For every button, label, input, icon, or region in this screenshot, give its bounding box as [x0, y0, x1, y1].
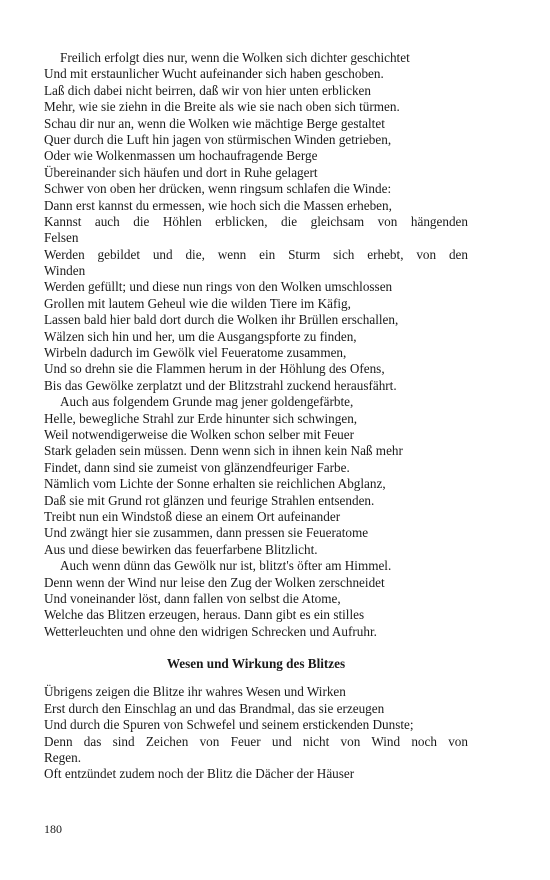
text-line: Mehr, wie sie ziehn in die Breite als wie sie nach oben sich türmen. [44, 99, 400, 115]
text-line: Und mit erstaunlicher Wucht aufeinander sich haben geschoben. [44, 66, 384, 82]
text-line: Regen. [44, 750, 81, 766]
text-line: Übereinander sich häufen und dort in Ruhe gelagert [44, 164, 318, 180]
text-line: Stark geladen sein müssen. Denn wenn sich in ihnen kein Naß mehr [44, 443, 403, 459]
text-line: Erst durch den Einschlag an und das Brandmal, das sie erzeugen [44, 700, 385, 716]
text-line: Winden [44, 263, 86, 279]
text-line: Denn das sind Zeichen von Feuer und nicht von Wind noch von [44, 733, 468, 749]
section-heading: Wesen und Wirkung des Blitzes [166, 656, 346, 672]
text-line: Schwer von oben her drücken, wenn ringsum schlafen die Winde: [44, 181, 392, 197]
text-line: Laß dich dabei nicht beirren, daß wir von hier unten erblicken [44, 82, 372, 98]
text-line: Oder wie Wolkenmassen um hochaufragende Berge [44, 148, 318, 164]
text-line: Und voneinander löst, dann fallen von selbst die Atome, [44, 590, 341, 606]
text-line: Aus und diese bewirken das feuerfarbene Blitzlicht. [44, 541, 318, 557]
text-line: Bis das Gewölke zerplatzt und der Blitzstrahl zuckend herausfährt. [44, 377, 397, 393]
text-line: Und zwängt hier sie zusammen, dann pressen sie Feueratome [44, 525, 369, 541]
text-line: Dann erst kannst du ermessen, wie hoch sich die Massen erheben, [44, 197, 392, 213]
text-line: Quer durch die Luft hin jagen von stürmischen Winden getrieben, [44, 131, 392, 147]
text-line: Lassen bald hier bald dort durch die Wolken ihr Brüllen erschallen, [44, 312, 399, 328]
text-line: Wälzen sich hin und her, um die Ausgangspforte zu finden, [44, 328, 357, 344]
poem-section-1 [44, 50, 468, 640]
text-line: Daß sie mit Grund rot glänzen und feurige Strahlen entsenden. [44, 492, 375, 508]
text-line: Nämlich vom Lichte der Sonne erhalten sie reichlichen Abglanz, [44, 476, 386, 492]
page-number: 180 [44, 822, 62, 836]
text-line: Kannst auch die Höhlen erblicken, die gleichsam von hängenden [44, 213, 468, 229]
text-line: Oft entzündet zudem noch der Blitz die Dächer der Häuser [44, 766, 355, 782]
page-body [44, 50, 468, 783]
text-line: Helle, bewegliche Strahl zur Erde hinunter sich schwingen, [44, 410, 358, 426]
text-line: Grollen mit lautem Geheul wie die wilden Tiere im Käfig, [44, 295, 351, 311]
text-line: Freilich erfolgt dies nur, wenn die Wolken sich dichter geschichtet [60, 50, 410, 65]
text-line: Wirbeln dadurch im Gewölk viel Feueratome zusammen, [44, 345, 347, 361]
text-line: Welche das Blitzen erzeugen, heraus. Dann gibt es ein stilles [44, 607, 365, 623]
text-line: Denn wenn der Wind nur leise den Zug der Wolken zerschneidet [44, 574, 385, 590]
text-line: Weil notwendigerweise die Wolken schon selber mit Feuer [44, 426, 355, 442]
text-line: Auch aus folgendem Grunde mag jener goldengefärbte, [60, 394, 354, 410]
text-line: Wetterleuchten und ohne den widrigen Schrecken und Aufruhr. [44, 623, 377, 639]
text-line: Schau dir nur an, wenn die Wolken wie mächtige Berge gestaltet [44, 115, 385, 131]
text-line: Auch wenn dünn das Gewölk nur ist, blitzt's öfter am Himmel. [60, 558, 392, 574]
text-line: Findet, dann sind sie zumeist von glänzendfeuriger Farbe. [44, 459, 350, 475]
text-line: Felsen [44, 230, 79, 246]
text-line: Treibt nun ein Windstoß diese an einem Ort aufeinander [44, 508, 341, 524]
text-line: Und durch die Spuren von Schwefel und seinem erstickenden Dunste; [44, 717, 414, 733]
text-line: Werden gefüllt; und diese nun rings von den Wolken umschlossen [44, 279, 393, 295]
poem-section-2 [44, 684, 468, 782]
text-line: Werden gebildet und die, wenn ein Sturm sich erhebt, von den [44, 246, 468, 262]
text-line: Und so drehn sie die Flammen herum in der Höhlung des Ofens, [44, 361, 385, 377]
text-line: Übrigens zeigen die Blitze ihr wahres Wesen und Wirken [44, 684, 346, 700]
